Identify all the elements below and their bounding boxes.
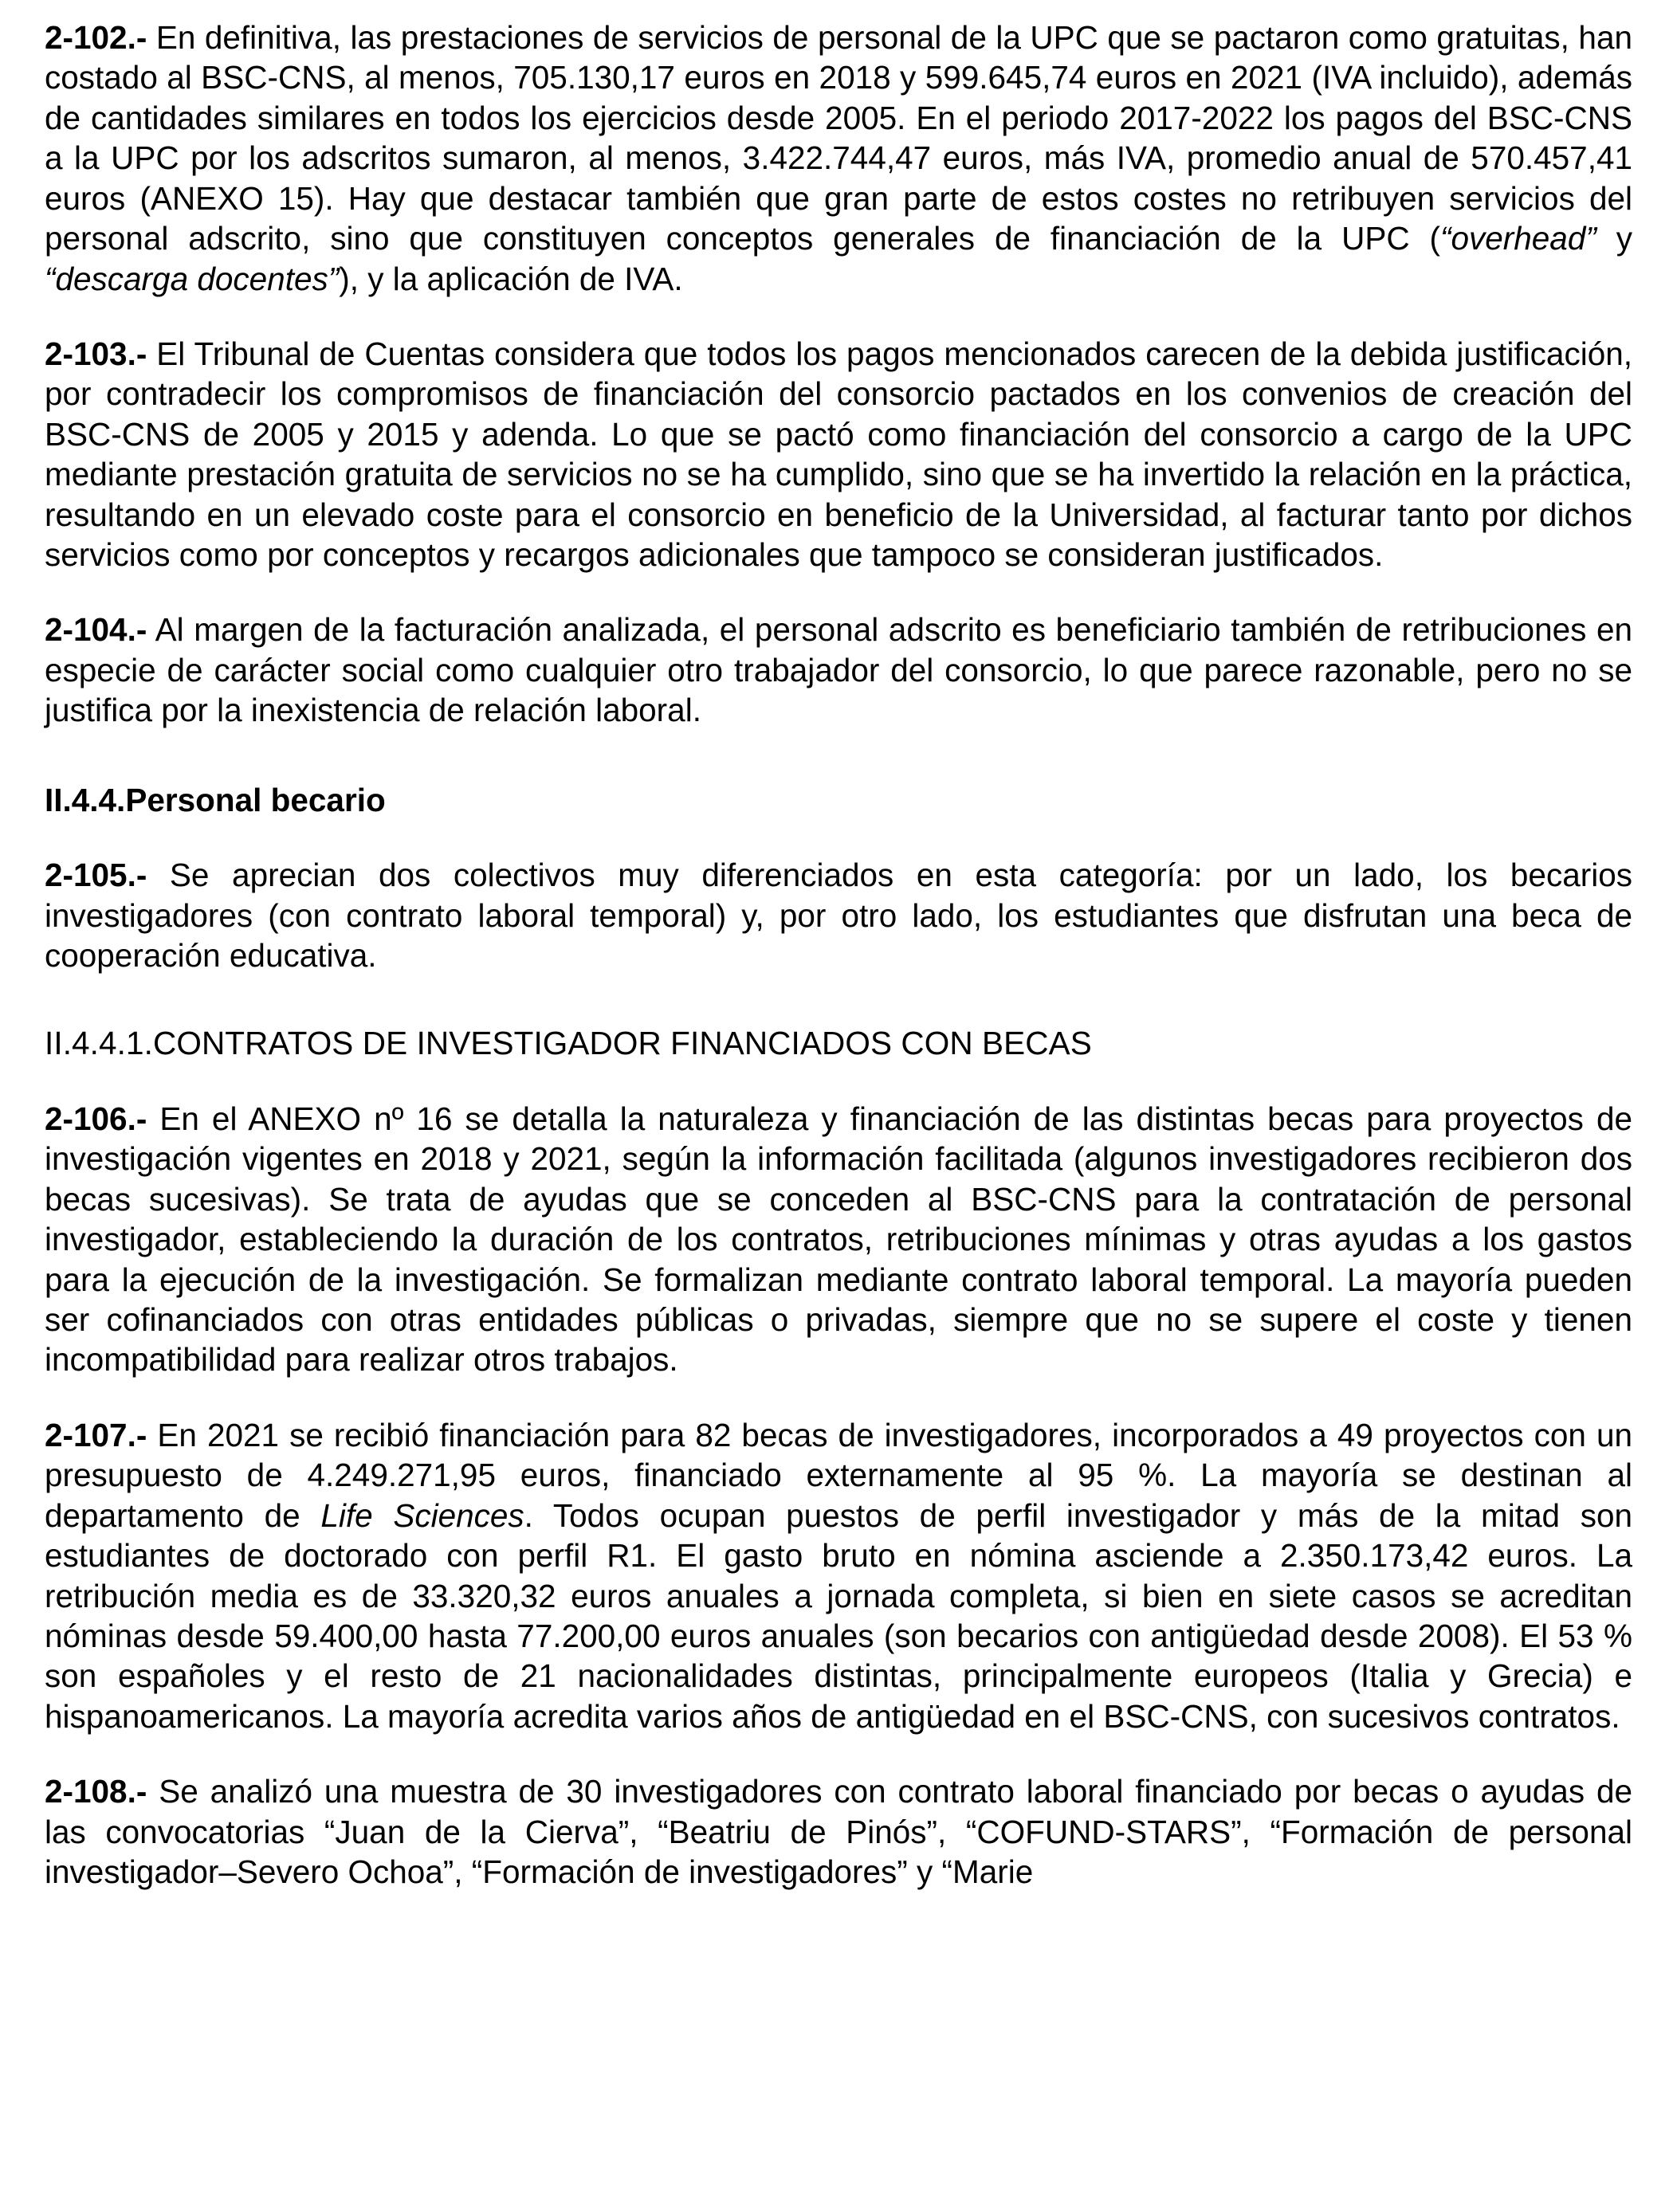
paragraph-2-108 bbox=[45, 1771, 1632, 1892]
paragraph-text: Se analizó una muestra de 30 investigadores con contrato laboral financiado por becas o ayudas de las convocatorias “Juan de la Cierva”, “Beatriu de Pinós”, “COFUND-STARS”, “Formación de personal investigador–Severo Ochoa”, “Formación de investigadores” y “Marie bbox=[45, 1773, 1632, 1891]
paragraph-number: 2-106.- bbox=[45, 1100, 147, 1137]
paragraph-2-102 bbox=[45, 18, 1632, 299]
heading-number: II.4.4.1. bbox=[45, 1025, 153, 1062]
paragraph-text: Al margen de la facturación analizada, el personal adscrito es beneficiario también de retribuciones en especie de carácter social como cualquier otro trabajador del consorcio, lo que parece razonable, pero no se justifica por la inexistencia de relación laboral. bbox=[45, 611, 1632, 729]
heading-personal-becario bbox=[45, 766, 1632, 820]
paragraph-text: En el ANEXO nº 16 se detalla la naturaleza y financiación de las distintas becas para proyectos de investigación vigentes en 2018 y 2021, según la información facilitada (algunos investigadores recibieron dos becas sucesivas). Se trata de ayudas que se conceden al BSC-CNS para la contratación de personal investigador, estableciendo la duración de los contratos, retribuciones mínimas y otras ayudas a los gastos para la ejecución de la investigación. Se formalizan mediante contrato laboral temporal. La mayoría pueden ser cofinanciados con otras entidades públicas o privadas, siempre que no se supere el coste y tienen incompatibilidad para realizar otros trabajos. bbox=[45, 1100, 1632, 1379]
paragraph-number: 2-105.- bbox=[45, 857, 147, 894]
heading-contratos-investigador-becas bbox=[45, 1010, 1632, 1063]
paragraph-text: El Tribunal de Cuentas considera que todos los pagos mencionados carecen de la debida justificación, por contradecir los compromisos de financiación del consorcio pactados en los convenios de creación del BSC-CNS de 2005 y 2015 y adenda. Lo que se pactó como financiación del consorcio a cargo de la UPC mediante prestación gratuita de servicios no se ha cumplido, sino que se ha invertido la relación en la práctica, resultando en un elevado coste para el consorcio en beneficio de la Universidad, al facturar tanto por dichos servicios como por conceptos y recargos adicionales que tampoco se consideran justificados. bbox=[45, 335, 1632, 574]
paragraph-2-103 bbox=[45, 334, 1632, 575]
paragraph-text-part-1: En 2021 se recibió financiación para 82 becas de investigadores, incorporados a 49 proyectos con un presupuesto de 4.249.271,95 euros, financiado externamente al 95 %. La mayoría se destinan al departamento de bbox=[45, 1416, 1632, 1534]
paragraph-2-105 bbox=[45, 855, 1632, 975]
document-body bbox=[45, 18, 1632, 1892]
heading-title: Personal becario bbox=[125, 781, 386, 818]
paragraph-number: 2-104.- bbox=[45, 611, 147, 649]
conjunction-y: y bbox=[1596, 220, 1632, 257]
heading-number: II.4.4. bbox=[45, 781, 126, 818]
term-life-sciences: Life Sciences bbox=[320, 1496, 524, 1534]
paragraph-number: 2-108.- bbox=[45, 1773, 147, 1810]
paragraph-text-part-1: En definitiva, las prestaciones de servicios de personal de la UPC que se pactaron como gratuitas, han costado al BSC-CNS, al menos, 705.130,17 euros en 2018 y 599.645,74 euros en 2021 (IVA incluido), además de cantidades similares en todos los ejercicios desde 2005. En el periodo 2017-2022 los pagos del BSC-CNS a la UPC por los adscritos sumaron, al menos, 3.422.744,47 euros, más IVA, promedio anual de 570.457,41 euros (ANEXO 15). Hay que destacar también que gran parte de estos costes no retribuyen servicios del personal adscrito, sino que constituyen conceptos generales de financiación de la UPC ( bbox=[45, 19, 1632, 257]
paragraph-number: 2-103.- bbox=[45, 335, 147, 372]
paragraph-2-107 bbox=[45, 1415, 1632, 1736]
paragraph-text: Se aprecian dos colectivos muy diferenciados en esta categoría: por un lado, los becarios investigadores (con contrato laboral temporal) y, por otro lado, los estudiantes que disfrutan una beca de cooperación educativa. bbox=[45, 857, 1632, 975]
paragraph-text-part-2: . Todos ocupan puestos de perfil investigador y más de la mitad son estudiantes de doctorado con perfil R1. El gasto bruto en nómina asciende a 2.350.173,42 euros. La retribución media es de 33.320,32 euros anuales a jornada completa, si bien en siete casos se acreditan nóminas desde 59.400,00 hasta 77.200,00 euros anuales (son becarios con antigüedad desde 2008). El 53 % son españoles y el resto de 21 nacionalidades distintas, principalmente europeos (Italia y Grecia) e hispanoamericanos. La mayoría acredita varios años de antigüedad en el BSC-CNS, con sucesivos contratos. bbox=[45, 1496, 1632, 1735]
paragraph-2-104 bbox=[45, 610, 1632, 730]
paragraph-number: 2-107.- bbox=[45, 1416, 147, 1453]
paragraph-text-part-2: ), y la aplicación de IVA. bbox=[339, 260, 683, 297]
paragraph-2-106 bbox=[45, 1099, 1632, 1380]
term-overhead: “overhead” bbox=[1439, 220, 1596, 257]
paragraph-number: 2-102.- bbox=[45, 19, 147, 56]
heading-title: CONTRATOS DE INVESTIGADOR FINANCIADOS CON BECAS bbox=[153, 1025, 1092, 1062]
term-descarga-docentes: “descarga docentes” bbox=[45, 260, 340, 297]
